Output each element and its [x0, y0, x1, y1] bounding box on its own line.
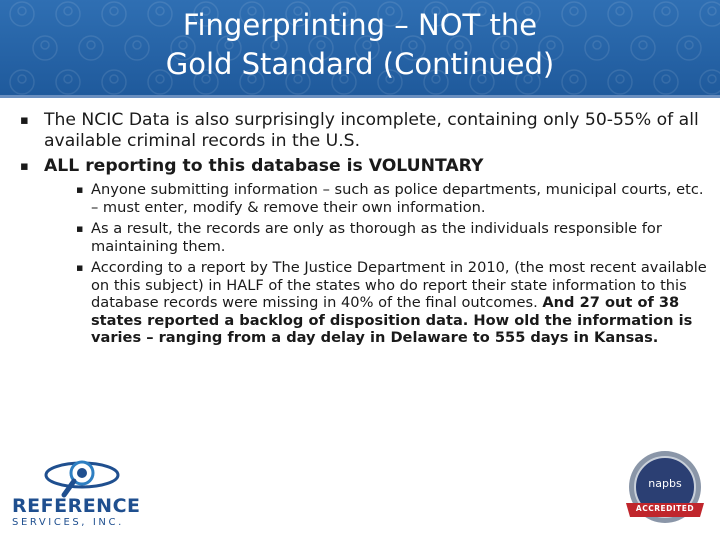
sub-bullet-3: [76, 259, 714, 347]
sub-bullet-1-text: Anyone submitting information – such as police departments, municipal courts, etc. – must enter, modify & remove their own information.: [91, 181, 704, 216]
square-bullet-icon: ▪: [20, 159, 29, 174]
title-divider: [0, 95, 720, 98]
slide-title: [0, 6, 720, 84]
company-logo: [8, 455, 148, 530]
badge-label: napbs: [648, 477, 682, 490]
title-line-2: Gold Standard (Continued): [165, 47, 555, 81]
bullet-2: [20, 156, 714, 177]
seal-icon: [620, 445, 710, 535]
accreditation-badge: [620, 445, 710, 535]
slide-body: [20, 110, 714, 351]
bullet-2-text: ALL reporting to this database is VOLUNTARY: [44, 156, 484, 176]
square-bullet-icon: ▪: [20, 113, 29, 128]
square-bullet-icon: ▪: [76, 222, 84, 235]
bullet-1: [20, 110, 714, 152]
title-banner: [0, 0, 720, 95]
title-line-1: Fingerprinting – NOT the: [182, 8, 538, 42]
sub-bullet-3-text: According to a report by The Justice Department in 2010, (the most recent available on this subject) in HALF of the states who do report their state information to this database records were missing in 40% of the final outcomes.: [91, 259, 707, 311]
sub-bullet-1: [76, 181, 714, 216]
logo-wordmark: REFERENCE: [12, 495, 141, 517]
magnifier-eye-icon: [8, 455, 148, 499]
badge-ribbon-label: ACCREDITED: [635, 504, 695, 513]
square-bullet-icon: ▪: [76, 261, 84, 274]
logo-subtitle: SERVICES, INC.: [12, 517, 124, 528]
bullet-1-text: The NCIC Data is also surprisingly incomplete, containing only 50-55% of all available criminal records in the U.S.: [44, 110, 699, 151]
sub-bullet-3-bold-text: And 27 out of 38 states reported a backlog of disposition data. How old the information is varies – ranging from a day delay in Delaware to 555 days in Kansas.: [91, 294, 693, 346]
square-bullet-icon: ▪: [76, 183, 84, 196]
sub-bullet-2: [76, 220, 714, 255]
sub-bullet-2-text: As a result, the records are only as thorough as the individuals responsible for maintaining them.: [91, 220, 662, 255]
sub-bullet-list: [20, 181, 714, 347]
